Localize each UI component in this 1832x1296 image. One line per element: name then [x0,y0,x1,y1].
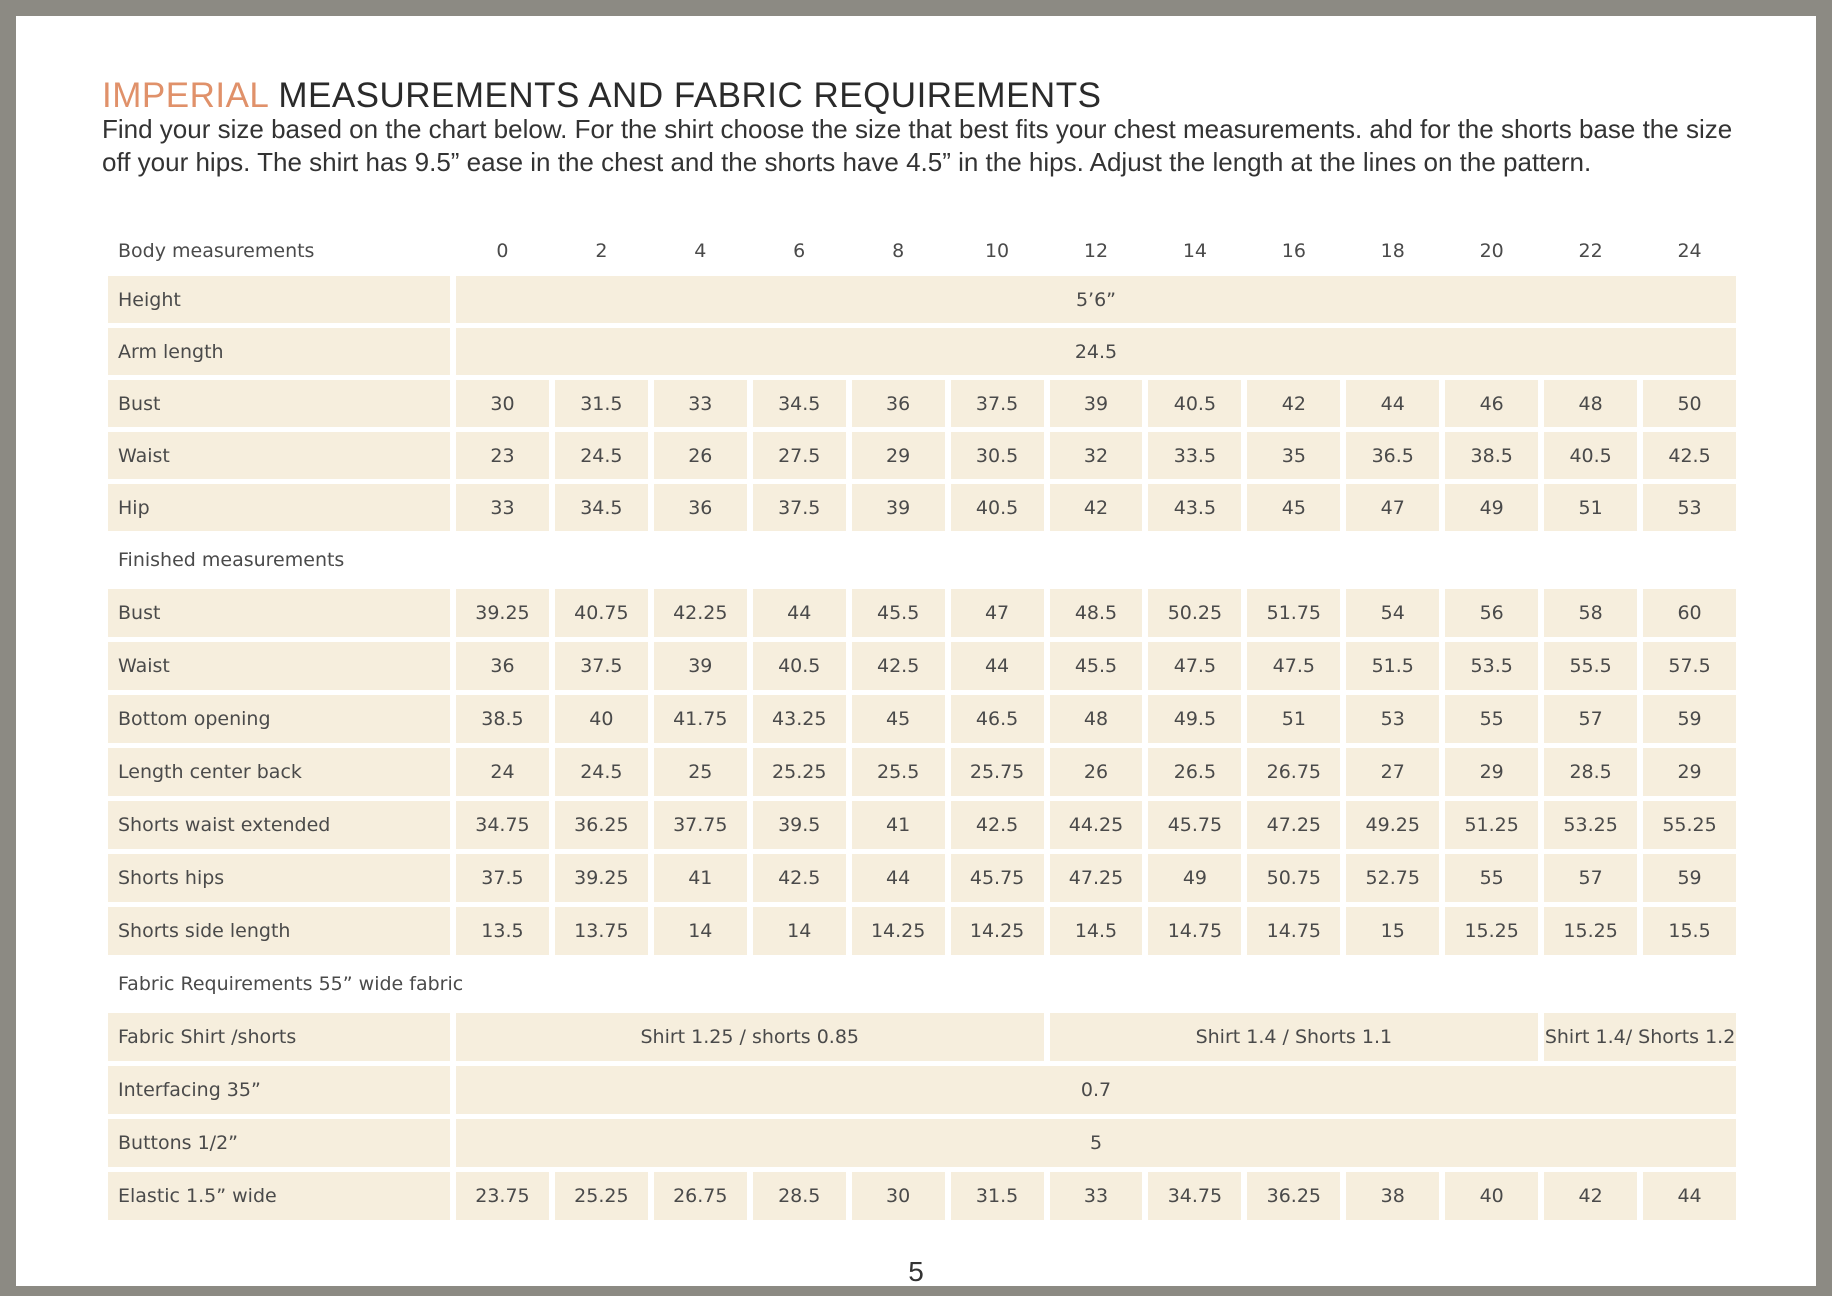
size-header: 0 [496,240,509,262]
size-header: 4 [694,240,707,262]
cell: 40.5 [951,484,1044,531]
cell: 48.5 [1050,589,1143,637]
cell: 36.25 [555,801,648,849]
size-header: 2 [595,240,608,262]
row-label: Elastic 1.5” wide [108,1172,450,1220]
cell: 39 [654,642,747,690]
cell: 25.5 [852,748,945,796]
cell: 39.5 [753,801,846,849]
cell: 59 [1643,695,1736,743]
size-header: 12 [1083,240,1109,262]
body-measurements-header-row [108,231,1736,271]
cell: 14.75 [1148,907,1241,955]
cell: 57 [1544,854,1637,902]
cell: 14 [654,907,747,955]
table-row [108,907,1736,955]
size-header: 16 [1281,240,1306,262]
cell: 41 [852,801,945,849]
cell: 49.25 [1346,801,1439,849]
cell: 49 [1148,854,1241,902]
cell: 42.5 [1643,432,1736,479]
cell: 45.75 [1148,801,1241,849]
cell: 28.5 [1544,748,1637,796]
cell: 50 [1643,380,1736,427]
cell: 33.5 [1148,432,1241,479]
row-label: Bottom opening [108,695,450,743]
cell: 55.5 [1544,642,1637,690]
table-row [108,1066,1736,1114]
page-number: 5 [908,1256,924,1287]
cell: 15.25 [1445,907,1538,955]
row-label: Bust [108,380,450,427]
cell: 36 [852,380,945,427]
size-header: 14 [1182,240,1207,262]
cell: 43.5 [1148,484,1241,531]
table-row [108,589,1736,637]
finished-measurements-heading: Finished measurements [118,549,345,571]
cell: 58 [1544,589,1637,637]
cell: 31.5 [951,1172,1044,1220]
cell: 33 [654,380,747,427]
row-label: Arm length [108,328,450,375]
table-row [108,642,1736,690]
cell: 49 [1445,484,1538,531]
table-row [108,484,1736,531]
section-header-row [108,536,1736,584]
size-header: 8 [892,240,905,262]
cell: 37.5 [555,642,648,690]
table-row [108,695,1736,743]
cell: 42.5 [753,854,846,902]
cell: 45 [852,695,945,743]
intro-paragraph: Find your size based on the chart below. For the shirt choose the size that best fits your chest measurements. ahd for the shorts base the size off your hips. The shirt has 9.5” ease in the chest and the shorts have 4.5” in the hips. Adjust the length at the lines on the pattern. [102,114,1733,177]
cell: 41.75 [654,695,747,743]
cell: 14.25 [951,907,1044,955]
cell: 32 [1050,432,1143,479]
row-label: Waist [108,432,450,479]
cell: 51.5 [1346,642,1439,690]
cell: 13.75 [555,907,648,955]
cell: 30 [456,380,549,427]
cell: 55.25 [1643,801,1736,849]
cell: 46 [1445,380,1538,427]
cell: Shirt 1.4/ Shorts 1.2 [1544,1013,1736,1061]
cell: 33 [1050,1172,1143,1220]
cell: 29 [1643,748,1736,796]
cell: 24 [456,748,549,796]
cell: 56 [1445,589,1538,637]
cell: 14.75 [1247,907,1340,955]
cell: 38.5 [1445,432,1538,479]
cell: Shirt 1.25 / shorts 0.85 [456,1013,1044,1061]
cell: 45 [1247,484,1340,531]
cell: 42.5 [852,642,945,690]
cell: 38 [1346,1172,1439,1220]
cell: 30 [852,1172,945,1220]
cell: 34.5 [555,484,648,531]
size-header: 20 [1479,240,1504,262]
size-header: 10 [984,240,1010,262]
cell: 47.5 [1247,642,1340,690]
cell: 24.5 [555,748,648,796]
cell: 0.7 [456,1066,1736,1114]
cell: 53 [1346,695,1439,743]
cell: 34.75 [1148,1172,1241,1220]
cell: 25.25 [753,748,846,796]
row-label: Shorts side length [108,907,450,955]
cell: 29 [1445,748,1538,796]
cell: 38.5 [456,695,549,743]
cell: 39.25 [456,589,549,637]
cell: 43.25 [753,695,846,743]
cell: 45.5 [1050,642,1143,690]
cell: 36.5 [1346,432,1439,479]
cell: 44.25 [1050,801,1143,849]
cell: 40.5 [1544,432,1637,479]
cell: 45.75 [951,854,1044,902]
table-row [108,432,1736,479]
cell: 25.75 [951,748,1044,796]
size-header: 24 [1677,240,1702,262]
cell: 23 [456,432,549,479]
cell: 40 [555,695,648,743]
cell: 24.5 [456,328,1736,375]
cell: 40.5 [1148,380,1241,427]
row-label: Height [108,276,450,323]
cell: 54 [1346,589,1439,637]
cell: 39.25 [555,854,648,902]
cell: 35 [1247,432,1340,479]
cell: 44 [951,642,1044,690]
cell: 24.5 [555,432,648,479]
cell: 26.75 [1247,748,1340,796]
row-label: Interfacing 35” [108,1066,450,1114]
row-label: Shorts hips [108,854,450,902]
cell: 53 [1643,484,1736,531]
cell: 48 [1050,695,1143,743]
cell: 29 [852,432,945,479]
cell: 5’6” [456,276,1736,323]
cell: 26.5 [1148,748,1241,796]
cell: 51.25 [1445,801,1538,849]
cell: 51 [1544,484,1637,531]
cell: 27 [1346,748,1439,796]
cell: 41 [654,854,747,902]
cell: 15.25 [1544,907,1637,955]
size-header: 6 [793,240,806,262]
cell: 26.75 [654,1172,747,1220]
cell: 26 [1050,748,1143,796]
cell: 42.5 [951,801,1044,849]
cell: 26 [654,432,747,479]
cell: 55 [1445,854,1538,902]
cell: 44 [852,854,945,902]
section-header-row [108,960,1736,1008]
cell: 44 [1346,380,1439,427]
row-label: Buttons 1/2” [108,1119,450,1167]
cell: 52.75 [1346,854,1439,902]
cell: 51.75 [1247,589,1340,637]
cell: 34.5 [753,380,846,427]
cell: 59 [1643,854,1736,902]
cell: 47.25 [1050,854,1143,902]
size-header: 22 [1578,240,1603,262]
body-measurements-heading: Body measurements [118,240,315,262]
table-row [108,854,1736,902]
cell: 36.25 [1247,1172,1340,1220]
cell: 47 [1346,484,1439,531]
cell: 42 [1247,380,1340,427]
cell: 57.5 [1643,642,1736,690]
cell: 34.75 [456,801,549,849]
size-chart-table [102,226,1742,1225]
cell: 37.75 [654,801,747,849]
cell: 39 [1050,380,1143,427]
cell: 15.5 [1643,907,1736,955]
cell: 45.5 [852,589,945,637]
cell: 47.25 [1247,801,1340,849]
table-row [108,748,1736,796]
title-accent: IMPERIAL [102,76,269,115]
row-label: Length center back [108,748,450,796]
cell: 44 [1643,1172,1736,1220]
cell: 30.5 [951,432,1044,479]
table-row [108,328,1736,375]
cell: 13.5 [456,907,549,955]
cell: 42.25 [654,589,747,637]
row-label: Bust [108,589,450,637]
cell: 42 [1050,484,1143,531]
cell: 14 [753,907,846,955]
cell: 53.5 [1445,642,1538,690]
cell: Shirt 1.4 / Shorts 1.1 [1050,1013,1539,1061]
page-title [102,76,1101,116]
cell: 44 [753,589,846,637]
cell: 39 [852,484,945,531]
table-row [108,380,1736,427]
cell: 36 [654,484,747,531]
cell: 25 [654,748,747,796]
cell: 46.5 [951,695,1044,743]
cell: 50.75 [1247,854,1340,902]
table-row [108,1119,1736,1167]
cell: 31.5 [555,380,648,427]
document-page [16,16,1816,1286]
table-row [108,276,1736,323]
cell: 37.5 [456,854,549,902]
cell: 37.5 [753,484,846,531]
cell: 47.5 [1148,642,1241,690]
row-label: Waist [108,642,450,690]
cell: 49.5 [1148,695,1241,743]
row-label: Fabric Shirt /shorts [108,1013,450,1061]
title-rest: MEASUREMENTS AND FABRIC REQUIREMENTS [268,76,1102,115]
cell: 51 [1247,695,1340,743]
table-row [108,1013,1736,1061]
cell: 14.25 [852,907,945,955]
row-label: Shorts waist extended [108,801,450,849]
cell: 37.5 [951,380,1044,427]
cell: 25.25 [555,1172,648,1220]
cell: 40.75 [555,589,648,637]
cell: 55 [1445,695,1538,743]
cell: 53.25 [1544,801,1637,849]
table-row [108,801,1736,849]
cell: 42 [1544,1172,1637,1220]
cell: 33 [456,484,549,531]
table-row [108,1172,1736,1220]
cell: 57 [1544,695,1637,743]
cell: 50.25 [1148,589,1241,637]
cell: 27.5 [753,432,846,479]
fabric-requirements-heading: Fabric Requirements 55” wide fabric [118,973,464,995]
row-label: Hip [108,484,450,531]
size-header: 18 [1380,240,1405,262]
cell: 40.5 [753,642,846,690]
cell: 5 [456,1119,1736,1167]
cell: 28.5 [753,1172,846,1220]
cell: 48 [1544,380,1637,427]
cell: 14.5 [1050,907,1143,955]
cell: 60 [1643,589,1736,637]
cell: 15 [1346,907,1439,955]
cell: 36 [456,642,549,690]
cell: 23.75 [456,1172,549,1220]
cell: 47 [951,589,1044,637]
cell: 40 [1445,1172,1538,1220]
